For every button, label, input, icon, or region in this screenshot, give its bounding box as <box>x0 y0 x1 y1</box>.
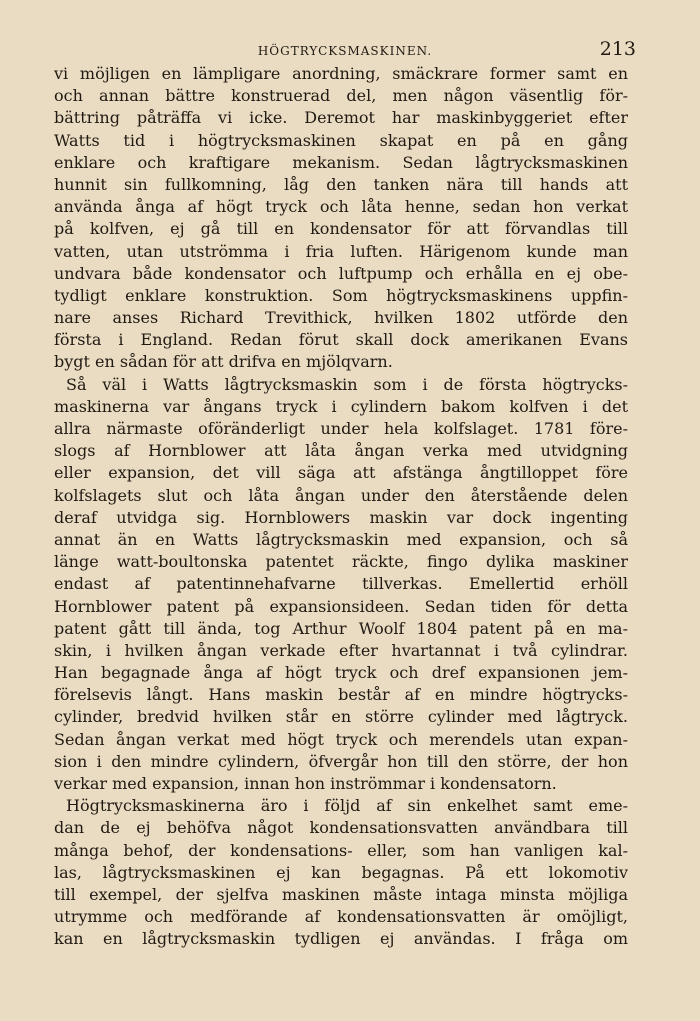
text-line: enklare och kraftigare mekanism. Sedan lågtrycksmaskinen <box>54 152 628 172</box>
text-line: Så väl i Watts lågtrycksmaskin som i de första högtrycks- <box>66 374 628 394</box>
text-line: använda ånga af högt tryck och låta henne, sedan hon verkat <box>54 197 628 217</box>
text-line: på kolfven, ej gå till en kondensator för att förvandlas till <box>54 219 628 239</box>
text-line: bygt en sådan för att drifva en mjölqvarn. <box>54 352 393 372</box>
text-line: bättring påträffa vi icke. Deremot har maskinbyggeriet efter <box>54 108 628 128</box>
text-line: Hornblower patent på expansionsideen. Sedan tiden för detta <box>54 596 628 616</box>
text-line: Högtrycksmaskinerna äro i följd af sin enkelhet samt eme- <box>66 796 628 816</box>
text-line: hunnit sin fullkomning, låg den tanken nära till hands att <box>54 174 628 194</box>
text-line: kan en lågtrycksmaskin tydligen ej användas. I fråga om <box>54 929 628 949</box>
page-header <box>54 34 636 62</box>
body-text <box>54 63 628 951</box>
text-line: vatten, utan utströmma i fria luften. Härigenom kunde man <box>54 241 628 261</box>
running-title: HÖGTRYCKSMASKINEN. <box>257 44 433 58</box>
text-line: dan de ej behöfva något kondensationsvatten användbara till <box>54 818 628 838</box>
text-line: skin, i hvilken ångan verkade efter hvartannat i två cylindrar. <box>54 640 628 660</box>
text-line: deraf utvidga sig. Hornblowers maskin var dock ingenting <box>54 507 628 527</box>
text-line: maskinerna var ångans tryck i cylindern bakom kolfven i det <box>54 396 628 416</box>
text-line: nare anses Richard Trevithick, hvilken 1802 utförde den <box>54 308 628 328</box>
text-line: utrymme och medförande af kondensationsvatten är omöjligt, <box>54 907 628 927</box>
text-line: tydligt enklare konstruktion. Som högtrycksmaskinens uppfin- <box>54 285 628 305</box>
text-line: annat än en Watts lågtrycksmaskin med expansion, och så <box>54 529 628 549</box>
text-line: och annan bättre konstruerad del, men någon väsentlig för- <box>54 86 628 106</box>
text-line: Han begagnade ånga af högt tryck och dref expansionen jem- <box>54 663 628 683</box>
page-number: 213 <box>599 38 636 60</box>
text-line: undvara både kondensator och luftpump och erhålla en ej obe- <box>54 263 628 283</box>
text-line: cylinder, bredvid hvilken står en större cylinder med lågtryck. <box>54 707 628 727</box>
text-line: allra närmaste oföränderligt under hela kolfslaget. 1781 före- <box>54 419 628 438</box>
text-line: verkar med expansion, innan hon inströmmar i kondensatorn. <box>54 774 557 793</box>
text-line: länge watt-boultonska patentet räckte, fingo dylika maskiner <box>54 552 628 572</box>
text-line: första i England. Redan förut skall dock amerikanen Evans <box>54 330 628 350</box>
text-line: vi möjligen en lämpligare anordning, smäckrare former samt en <box>54 64 628 83</box>
text-line: till exempel, der sjelfva maskinen måste intaga minsta möjliga <box>54 884 628 904</box>
text-line: patent gått till ända, tog Arthur Woolf 1804 patent på en ma- <box>54 618 628 638</box>
text-line: las, lågtrycksmaskinen ej kan begagnas. På ett lokomotiv <box>54 862 628 882</box>
text-line: slogs af Hornblower att låta ångan verka med utvidgning <box>54 441 628 461</box>
text-line: kolfslagets slut och låta ångan under den återstående delen <box>54 485 628 505</box>
text-line: många behof, der kondensations- eller, som han vanligen kal- <box>54 840 628 860</box>
text-line: sion i den mindre cylindern, öfvergår hon till den större, der hon <box>54 751 628 771</box>
text-line: eller expansion, det vill säga att afstänga ångtilloppet före <box>54 463 628 483</box>
text-line: Watts tid i högtrycksmaskinen skapat en på en gång <box>54 130 628 150</box>
text-line: endast af patentinnehafvarne tillverkas. Emellertid erhöll <box>54 574 628 594</box>
text-line: Sedan ångan verkat med högt tryck och merendels utan expan- <box>54 729 628 749</box>
text-line: förelsevis långt. Hans maskin består af en mindre högtrycks- <box>54 685 628 705</box>
